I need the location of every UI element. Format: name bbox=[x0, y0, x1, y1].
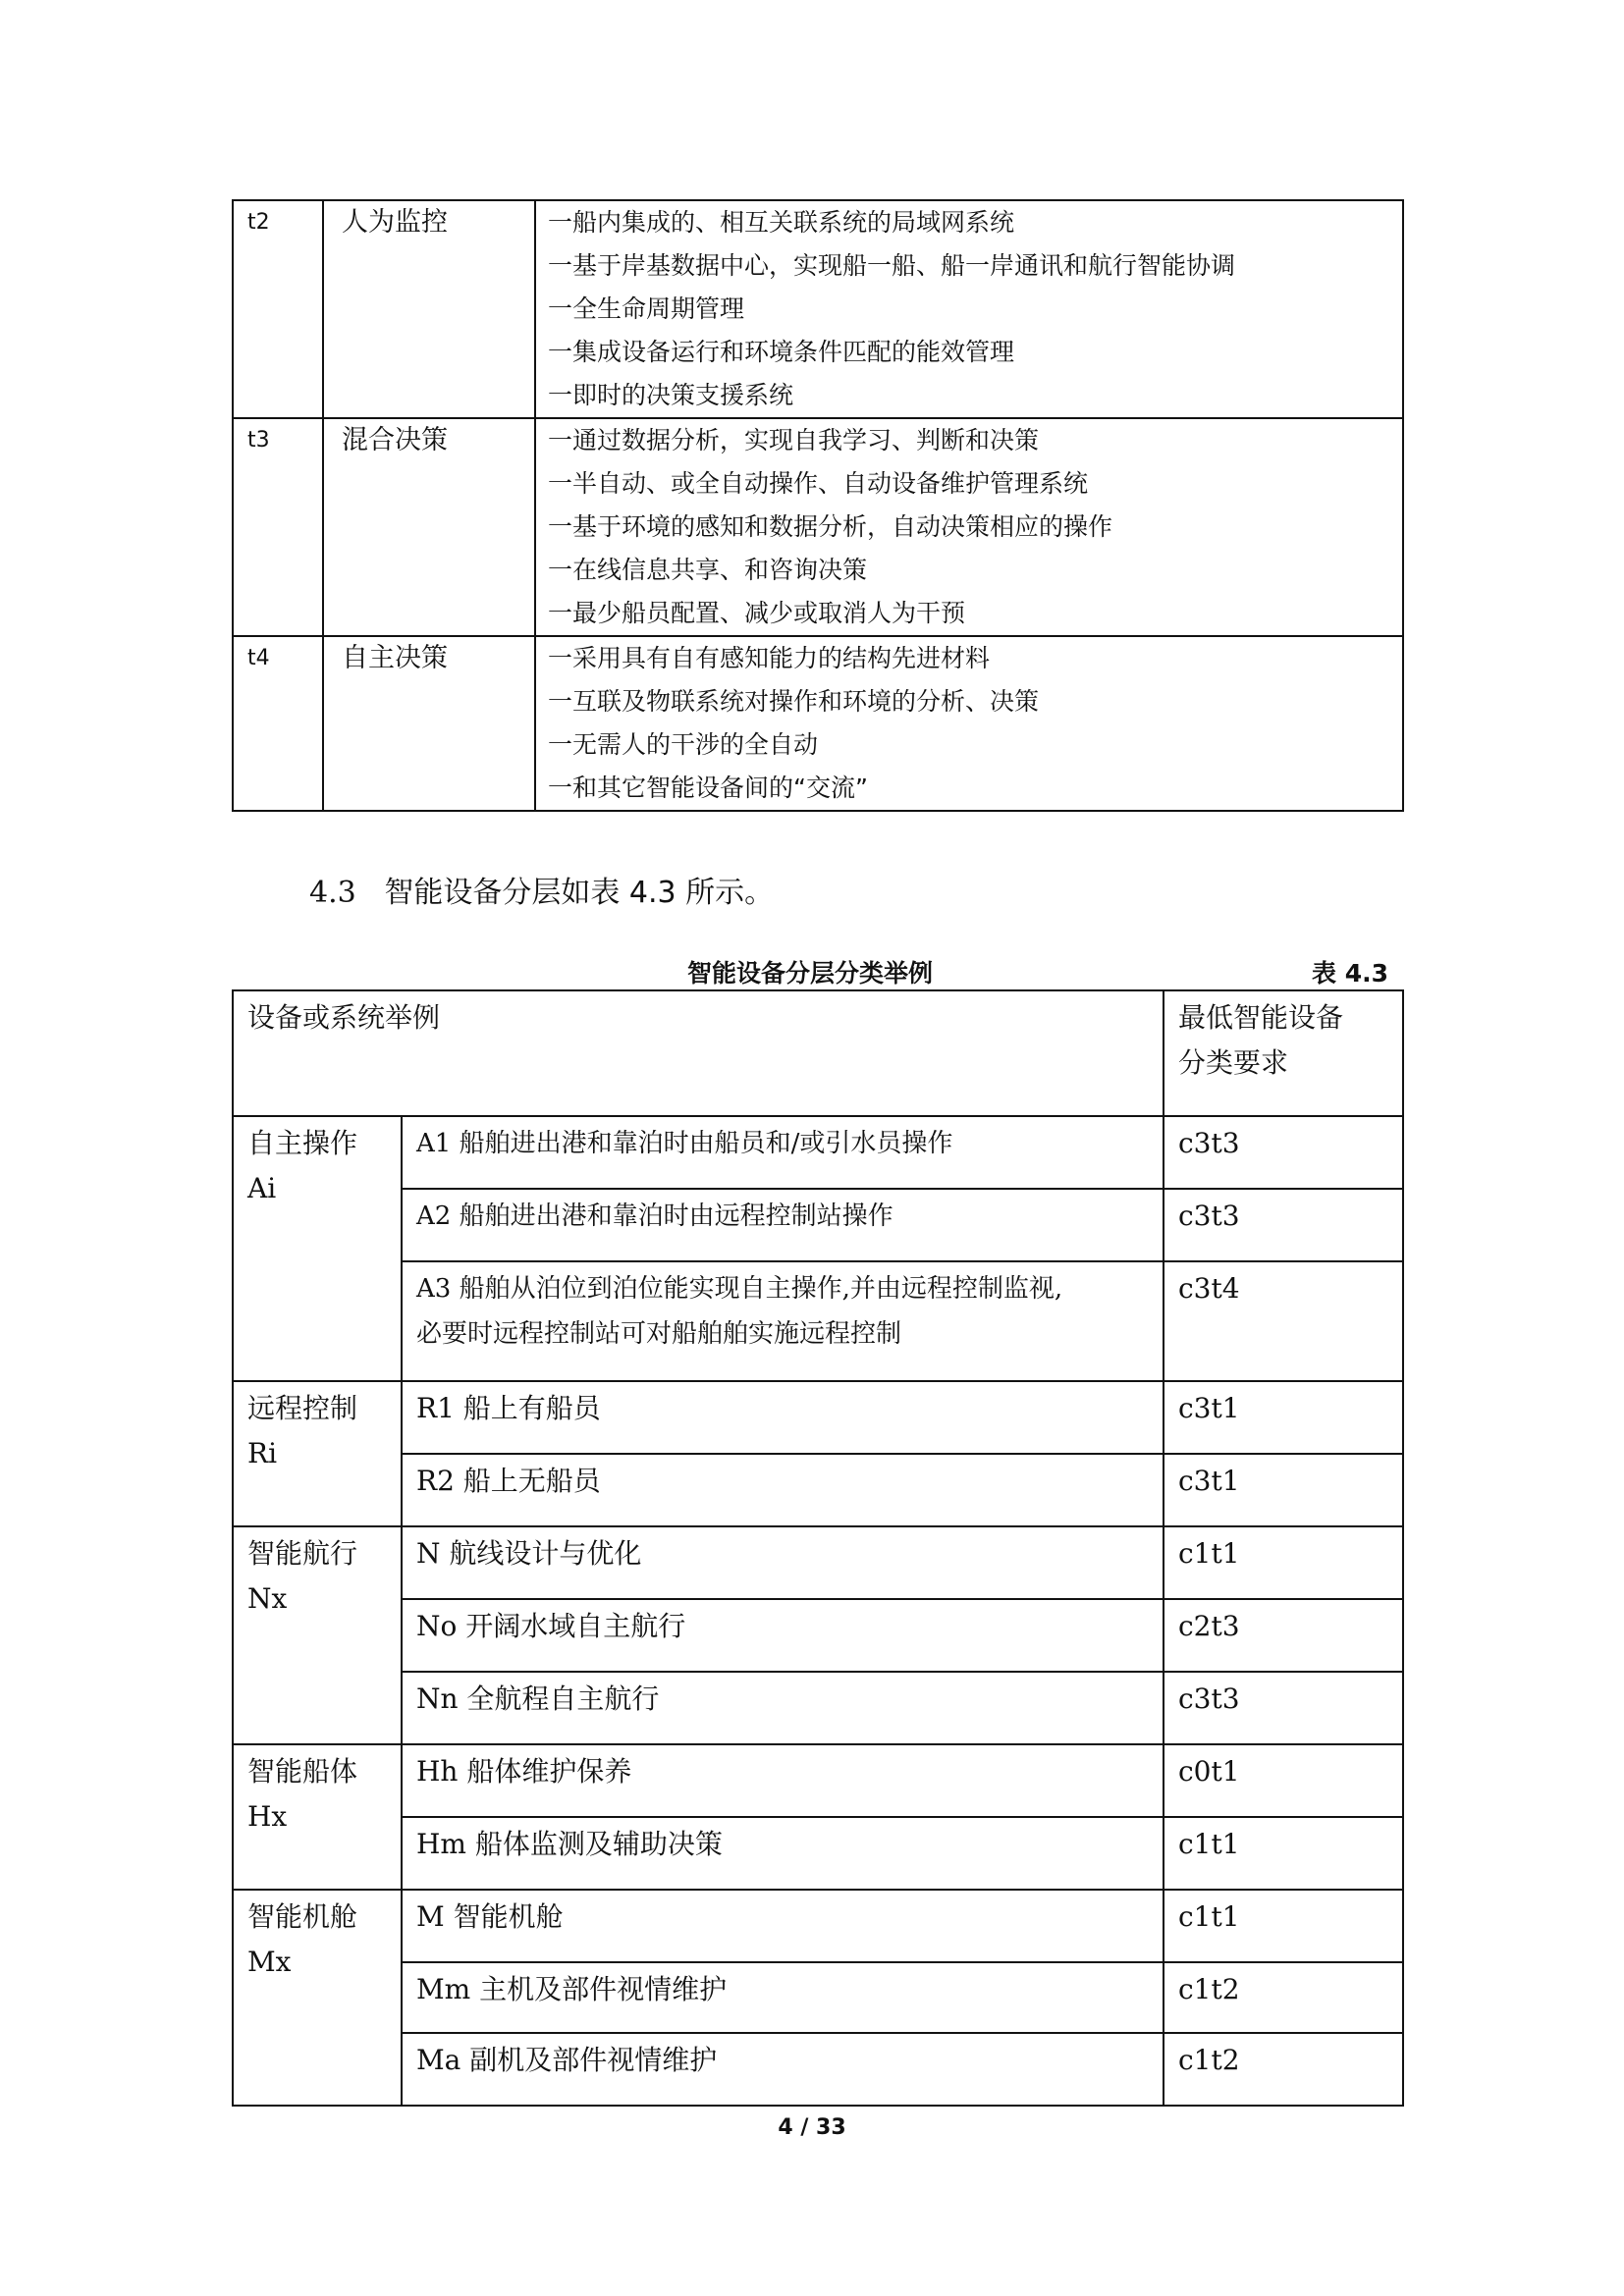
category-code: Mx bbox=[247, 1946, 292, 1978]
requirement-cell: c3t1 bbox=[1164, 1454, 1403, 1526]
category-name: 自主操作 bbox=[247, 1127, 358, 1159]
stage-cell: 人为监控 bbox=[323, 200, 535, 418]
category-code: Ri bbox=[247, 1437, 278, 1469]
table-row bbox=[233, 1189, 1403, 1261]
page-number: 4 / 33 bbox=[778, 2115, 846, 2140]
feature-item: 一即时的决策支援系统 bbox=[548, 381, 794, 409]
requirement-cell: c1t1 bbox=[1164, 1890, 1403, 1962]
requirement-cell: c0t1 bbox=[1164, 1744, 1403, 1817]
requirement-cell: c1t2 bbox=[1164, 1962, 1403, 2033]
example-cell: Nn 全航程自主航行 bbox=[402, 1672, 1164, 1744]
example-cell: No 开阔水域自主航行 bbox=[402, 1599, 1164, 1672]
requirement-cell: c3t3 bbox=[1164, 1189, 1403, 1261]
example-cell: A2 船舶进出港和靠泊时由远程控制站操作 bbox=[402, 1189, 1164, 1261]
level-cell: t2 bbox=[233, 200, 323, 418]
table-row bbox=[233, 1116, 1403, 1189]
level-cell: t3 bbox=[233, 418, 323, 636]
example-cell: Ma 副机及部件视情维护 bbox=[402, 2033, 1164, 2106]
stage-cell: 自主决策 bbox=[323, 636, 535, 811]
feature-item: 一采用具有自有感知能力的结构先进材料 bbox=[548, 644, 991, 672]
feature-item: 一半自动、或全自动操作、自动设备维护管理系统 bbox=[548, 469, 1089, 498]
category-name: 智能机舱 bbox=[247, 1900, 358, 1933]
example-cell: M 智能机舱 bbox=[402, 1890, 1164, 1962]
table-row bbox=[233, 200, 1403, 418]
requirement-cell: c2t3 bbox=[1164, 1599, 1403, 1672]
requirement-cell: c1t1 bbox=[1164, 1817, 1403, 1890]
category-code: Nx bbox=[247, 1582, 288, 1615]
feature-item: 一基于环境的感知和数据分析，自动决策相应的操作 bbox=[548, 512, 1113, 541]
feature-item: 一集成设备运行和环境条件匹配的能效管理 bbox=[548, 338, 1015, 366]
category-cell bbox=[233, 1744, 402, 1890]
table-row bbox=[233, 1381, 1403, 1454]
table-caption: 智能设备分层分类举例 bbox=[687, 959, 934, 988]
table-row bbox=[233, 2033, 1403, 2106]
example-cell: R1 船上有船员 bbox=[402, 1381, 1164, 1454]
stage-cell: 混合决策 bbox=[323, 418, 535, 636]
category-code: Hx bbox=[247, 1800, 288, 1833]
header-example: 设备或系统举例 bbox=[233, 990, 1164, 1116]
level-cell: t4 bbox=[233, 636, 323, 811]
category-name: 智能航行 bbox=[247, 1537, 358, 1570]
table-row bbox=[233, 636, 1403, 811]
example-line: 必要时远程控制站可对船舶舶实施远程控制 bbox=[416, 1319, 902, 1349]
table-row bbox=[233, 1744, 1403, 1817]
levels-table bbox=[232, 199, 1404, 812]
table-row bbox=[233, 1454, 1403, 1526]
category-cell bbox=[233, 1890, 402, 2106]
category-code: Ai bbox=[247, 1172, 277, 1204]
requirement-cell: c1t1 bbox=[1164, 1526, 1403, 1599]
section-text: 智能设备分层如表 4.3 所示。 bbox=[384, 876, 775, 910]
feature-item: 一互联及物联系统对操作和环境的分析、决策 bbox=[548, 687, 1040, 716]
section-heading bbox=[309, 874, 774, 913]
feature-item: 一全生命周期管理 bbox=[548, 294, 745, 323]
feature-item: 一基于岸基数据中心，实现船一船、船一岸通讯和航行智能协调 bbox=[548, 251, 1236, 280]
requirement-cell: c3t3 bbox=[1164, 1672, 1403, 1744]
table-row bbox=[233, 1599, 1403, 1672]
section-number: 4.3 bbox=[309, 876, 356, 910]
device-layers-table bbox=[232, 989, 1404, 2107]
table-row bbox=[233, 1817, 1403, 1890]
example-cell: N 航线设计与优化 bbox=[402, 1526, 1164, 1599]
category-cell bbox=[233, 1381, 402, 1526]
feature-item: 一通过数据分析，实现自我学习、判断和决策 bbox=[548, 426, 1040, 454]
category-cell bbox=[233, 1526, 402, 1744]
features-cell bbox=[535, 200, 1403, 418]
requirement-cell: c3t1 bbox=[1164, 1381, 1403, 1454]
example-cell: Mm 主机及部件视情维护 bbox=[402, 1962, 1164, 2033]
example-line: A3 船舶从泊位到泊位能实现自主操作,并由远程控制监视, bbox=[416, 1274, 1063, 1304]
requirement-cell: c3t4 bbox=[1164, 1261, 1403, 1381]
requirement-cell: c3t3 bbox=[1164, 1116, 1403, 1189]
table-row bbox=[233, 1526, 1403, 1599]
category-name: 远程控制 bbox=[247, 1392, 358, 1424]
feature-item: 一和其它智能设备间的“交流” bbox=[548, 774, 868, 802]
example-cell bbox=[402, 1261, 1164, 1381]
table-number: 表 4.3 bbox=[1312, 959, 1388, 988]
example-cell: Hh 船体维护保养 bbox=[402, 1744, 1164, 1817]
table-row bbox=[233, 418, 1403, 636]
table-row bbox=[233, 1962, 1403, 2033]
header-req-line: 最低智能设备 bbox=[1178, 1001, 1344, 1034]
feature-item: 一最少船员配置、减少或取消人为干预 bbox=[548, 599, 966, 627]
header-req-line: 分类要求 bbox=[1178, 1046, 1289, 1079]
features-cell bbox=[535, 418, 1403, 636]
table-header-row bbox=[233, 990, 1403, 1116]
features-cell bbox=[535, 636, 1403, 811]
feature-item: 一在线信息共享、和咨询决策 bbox=[548, 556, 868, 584]
table-row bbox=[233, 1261, 1403, 1381]
table-row bbox=[233, 1890, 1403, 1962]
feature-item: 一无需人的干涉的全自动 bbox=[548, 730, 819, 759]
example-cell: Hm 船体监测及辅助决策 bbox=[402, 1817, 1164, 1890]
example-cell: A1 船舶进出港和靠泊时由船员和/或引水员操作 bbox=[402, 1116, 1164, 1189]
category-cell bbox=[233, 1116, 402, 1381]
header-requirement bbox=[1164, 990, 1403, 1116]
example-cell: R2 船上无船员 bbox=[402, 1454, 1164, 1526]
requirement-cell: c1t2 bbox=[1164, 2033, 1403, 2106]
feature-item: 一船内集成的、相互关联系统的局域网系统 bbox=[548, 208, 1015, 237]
table-row bbox=[233, 1672, 1403, 1744]
category-name: 智能船体 bbox=[247, 1755, 358, 1788]
